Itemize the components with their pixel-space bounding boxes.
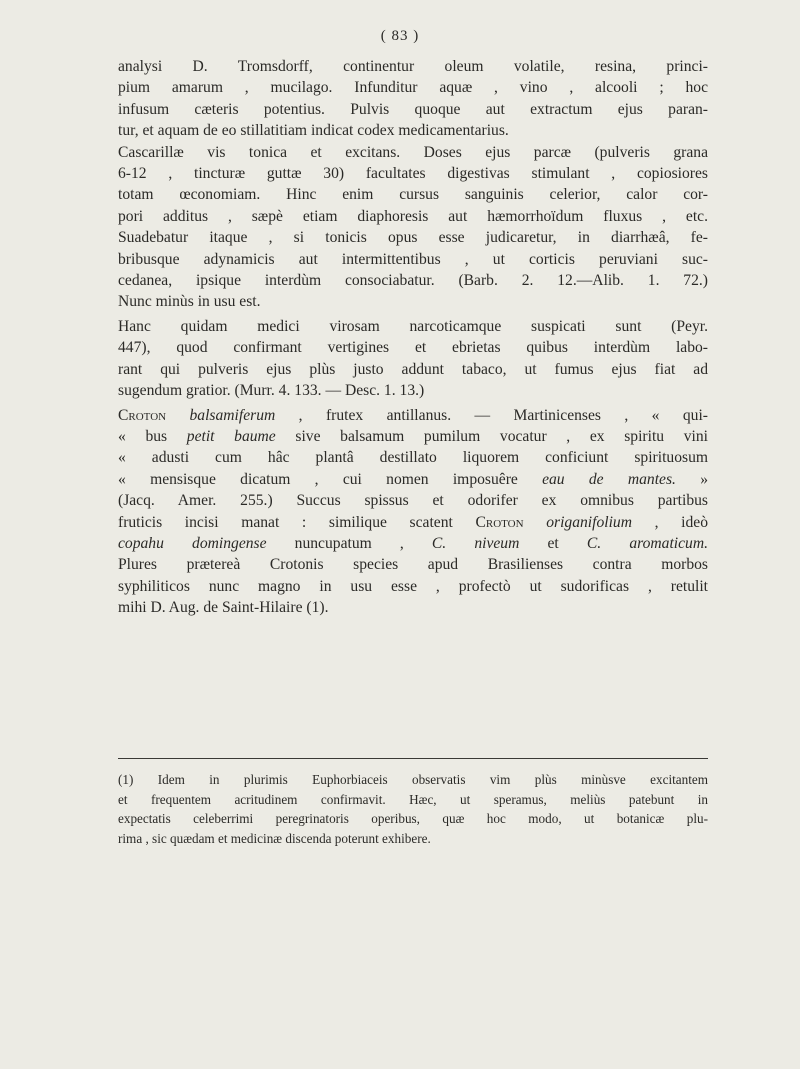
footnote-divider — [118, 758, 708, 759]
genus-name: Croton — [118, 406, 167, 424]
text-line: analysi D. Tromsdorff, continentur oleum volatile, resina, princi- — [118, 58, 708, 75]
genus-name: Croton — [475, 513, 524, 531]
text-line: Plures prætereà Crotonis species apud Brasilienses contra morbos — [118, 556, 708, 574]
text-line: pium amarum , mucilago. Infunditur aquæ , vino , alcooli ; hoc — [118, 79, 708, 97]
text-line: Croton balsamiferum , frutex antillanus. — Martinicenses , « qui- — [118, 406, 708, 424]
main-text — [118, 56, 708, 619]
vernacular-name: eau de mantes. — [542, 470, 676, 488]
text-line: fruticis incisi manat : similique scatent Croton origanifolium , ideò — [118, 513, 708, 531]
text-line: « adusti cum hâc plantâ destillato liquorem conficiunt spirituosum — [118, 449, 708, 467]
vernacular-name: petit baume — [186, 427, 276, 445]
text-line: syphiliticos nunc magno in usu esse , profectò ut sudorificas , retulit — [118, 577, 708, 595]
text-line: 6-12 , tincturæ guttæ 30) facultates digestivas stimulant , copiosiores — [118, 165, 708, 183]
paragraph-virtues — [118, 142, 708, 313]
footnote-line: rima , sic quædam et medicinæ discenda poterunt exhibere. — [118, 830, 431, 846]
text-line: Nunc minùs in usu est. — [118, 293, 261, 311]
text-line: tur, et aquam de eo stillatitiam indicat codex medicamentarius. — [118, 122, 509, 140]
text-line: copahu domingense nuncupatum , C. niveum et C. aromaticum. — [118, 534, 709, 552]
paragraph-narcotic — [118, 316, 708, 402]
footnote-line: (1) Idem in plurimis Euphorbiaceis observatis vim plùs minùsve excitantem — [118, 772, 708, 787]
text-line: Suadebatur itaque , si tonicis opus esse judicaretur, in diarrhæâ, fe- — [118, 229, 708, 247]
species-name: balsamiferum — [189, 406, 276, 424]
text-line: « bus petit baume sive balsamum pumilum vocatur , ex spiritu vini — [118, 427, 709, 445]
page-number-header: ( 83 ) — [380, 28, 420, 44]
text-line: rant qui pulveris ejus plùs justo addunt tabaco, ut fumus ejus fiat ad — [118, 360, 708, 378]
text-line: sugendum gratior. (Murr. 4. 133. — Desc. 1. 13.) — [118, 382, 425, 400]
footnote-line: et frequentem acritudinem confirmavit. Hæc, ut speramus, meliùs patebunt in — [118, 791, 708, 807]
footnote-line: expectatis celeberrimi peregrinatoris operibus, quæ hoc modo, ut botanicæ plu- — [118, 811, 708, 827]
text-line: totam œconomiam. Hinc enim cursus sanguinis celerior, calor cor- — [118, 186, 708, 204]
species-name: origanifolium — [546, 513, 632, 531]
text-line: Cascarillæ vis tonica et excitans. Doses ejus parcæ (pulveris grana — [118, 143, 708, 161]
text-line: infusum cæteris potentius. Pulvis quoque aut extractum ejus paran- — [118, 100, 708, 118]
species-name: C. aromaticum. — [586, 534, 709, 552]
paragraph-composition — [118, 56, 708, 142]
text-line: mihi D. Aug. de Saint-Hilaire (1). — [118, 599, 329, 617]
text-line: (Jacq. Amer. 255.) Succus spissus et odorifer ex omnibus partibus — [118, 492, 708, 510]
species-name: C. niveum — [431, 534, 520, 552]
text-line: cedanea, ipsique interdùm consociabatur. (Barb. 2. 12.—Alib. 1. 72.) — [118, 272, 708, 290]
text-line: Hanc quidam medici virosam narcoticamque suspicati sunt (Peyr. — [118, 317, 708, 335]
text-line: « mensisque dicatum , cui nomen imposuêre eau de mantes. » — [118, 470, 708, 488]
footnote — [118, 770, 708, 848]
text-line: bribusque adynamicis aut intermittentibus , ut corticis peruviani suc- — [118, 250, 708, 268]
species-name: copahu domingense — [118, 534, 267, 552]
text-line: 447), quod confirmant vertigines et ebrietas quibus interdùm labo- — [118, 339, 708, 357]
text-line: pori additus , sæpè etiam diaphoresis aut hæmorrhoïdum fluxus , etc. — [118, 207, 708, 225]
paragraph-croton — [118, 405, 708, 619]
